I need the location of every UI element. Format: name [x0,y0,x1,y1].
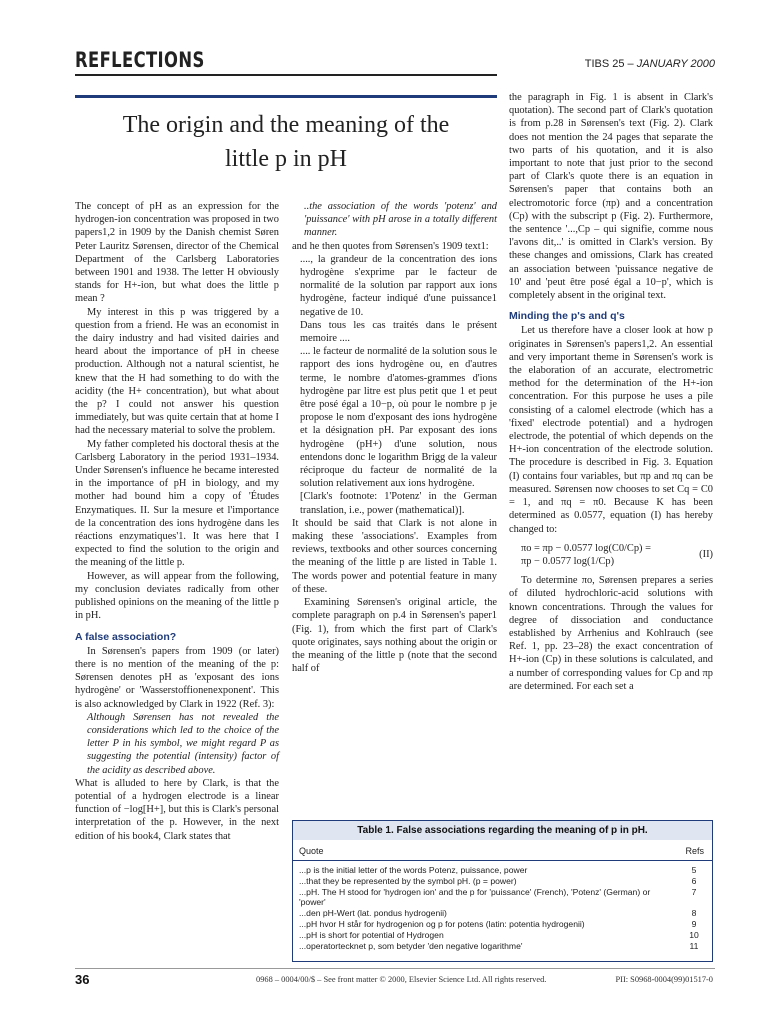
column-2 [292,200,497,675]
equation-body [521,542,683,568]
issue-date: JANUARY 2000 [636,58,715,70]
paragraph: What is alluded to here by Clark, is that the potential of a hydrogen electrode is a linear function of −log[H+], but this is Clark's personal interpretation of the p. However, in the next edition of his book4, Clark states that [75,777,279,842]
table-row [299,887,704,909]
column-3 [509,91,713,693]
equation-number: (II) [699,549,713,561]
section-tag: REFLECTIONS [75,48,205,72]
french-quote: Dans tous les cas traités dans le présent memoire .... [300,319,497,345]
table-1 [292,820,713,962]
equation-ii [521,542,713,568]
french-quote: ...., la grandeur de la concentration des ions hydrogène s'exprime par le facteur de normalité de la solution par rapport aux ions hydrogène, facteur indiqué d'une puissance1 negative de 10. [300,253,497,318]
table-title: Table 1. False associations regarding the meaning of p in pH. [293,821,712,840]
column-header-refs: Refs [685,846,704,856]
block-quote: ..the association of the words 'potenz' and 'puissance' with pH arose in a totally different manner. [304,201,497,239]
page-number: 36 [75,972,90,987]
table-cell-quote: ...den pH-Wert (lat. pondus hydrogenii) [299,908,447,919]
table-row [299,930,704,941]
header-rule [75,74,497,76]
table-cell-ref: 10 [689,929,699,940]
table-cell-quote: ...pH hvor H står for hydrogenion og p for potens (latin: potentia hydrogenii) [299,918,585,929]
table-cell-quote: ...p is the initial letter of the words Potenz, puissance, power [299,865,528,875]
paragraph: the paragraph in Fig. 1 is absent in Clark's quotation). The second part of Clark's quotation is from p.28 in Sørensen's text (Fig. 2). Clark does not mention the 24 pages that separate the two parts of his quotation, and it is also important to note that just prior to the second part of Clark's quote there is an equation in Sørensen's paper that contains both an electromotoric force (πp) and a concentration (Cp) with the subscript p (Fig. 2). Furthermore, the sentence '...,Cp – qui signifie, comme nous l'avons dit,..' is omitted in Clark's version. By these changes and omissions, Clark has created an association between 'puissance negative de 10' and 'peut être posé égal a 10−p', which is completely absent in the original text. [509,92,713,302]
paragraph: However, as will appear from the following, my conclusion deviates radically from other published opinions on the meaning of the little p in pH. [75,570,279,622]
block-quote: Although Sørensen has not revealed the considerations which led to the choice of the letter P in his symbol, we might regard P as suggesting the potential (intensity) factor of the acidity as described above. [87,711,279,776]
paragraph: To determine πo, Sørensen prepares a series of diluted hydrochloric-acid solutions with known concentrations. Through the values for degree of dissociation and conductance established by Arrhenius and Kohlrauch (see Ref. 1, pp. 23–28) the exact concentration of H+-ion (Cp) in these solutions is calculated, and a number of corresponding values for Cp and πp are determined. For each set a [509,575,713,692]
table-cell-ref: 7 [691,886,697,897]
paragraph: It should be said that Clark is not alone in making these 'associations'. Examples from reviews, textbooks and other sources concerning the meaning of the little p are listed in Table 1. The words power and potential feature in many of these. [292,517,497,595]
paragraph: In Sørensen's papers from 1909 (or later) there is no mention of the meaning of the p: Sørensen denotes pH as 'exposant des ions hydrogène' or 'Wasserstoffionenexponent'. This is also acknowledged by Clark in 1922 (Ref. 3): [75,645,279,710]
issue-prefix: TIBS 25 – [584,58,637,70]
paragraph: My interest in this p was triggered by a question from a friend. He was an economist in the dairy industry and had visited dairies and heard about the importance of pH in cheese production. Although not a natural scientist, he knew that the H had something to do with the acidity (the H+ concentration), but what about the p? I could not answer his question immediately, but was quite certain that at home I had the necessary material to solve the problem. [75,306,279,437]
paragraph: The concept of pH as an expression for the hydrogen-ion concentration was proposed in two papers1,2 in 1909 by the Danish chemist Søren Peter Lauritz Sørensen, director of the Chemical Department of the Carlsberg Laboratories between 1901 and 1938. The letter H obviously stands for H+-ion, but what does the little p mean ? [75,201,279,305]
column-header-quote: Quote [299,846,324,856]
table-cell-ref: 9 [691,918,697,929]
paragraph: Examining Sørensen's original article, the complete paragraph on p.4 in Sørensen's paper1 (Fig. 1), from which the first part of Clark's quote originates, says nothing about the origin or the meaning of the little p (note that the second half of [292,597,497,675]
article-title [75,108,497,176]
table-cell-quote: ...operatortecknet p, som betyder 'den negative logarithme' [299,940,523,951]
table-body [293,861,712,951]
pii-identifier: PII: S0968-0004(99)01517-0 [615,975,713,984]
paragraph: My father completed his doctoral thesis at the Carlsberg Laboratory in the period 1931–1934. Under Sørensen's influence he became interested in the importance of pH in biology, and my mother had bound him a copy of 'Études Enzymatiques. II. Sur la mesure et l'importance de la concentration des ions hydrogène dans les réactions enzymatiques'1. It was here that I expected to find the solution to the origin and the meaning of the little p. [75,438,279,569]
column-1 [75,200,279,843]
table-cell-ref: 8 [691,908,697,919]
table-row [299,919,704,930]
title-rule [75,95,497,98]
table-row [299,941,704,952]
table-cell-quote: ...that they be represented by the symbol pH. (p = power) [299,875,517,886]
table-cell-quote: ...pH. The H stood for 'hydrogen ion' and the p for 'puissance' (French), 'Potenz' (German) or 'power' [299,886,651,908]
clark-footnote: [Clark's footnote: 1'Potenz' in the German translation, i.e., power (mathematical)]. [300,491,497,516]
table-row [299,865,704,876]
equation-line-1: πo = πp − 0.0577 log(C0/Cp) = [521,542,651,554]
paragraph: Let us therefore have a closer look at how p originates in Sørensen's papers1,2. An essential and very important theme in Sørensen's work is the elaboration of an accurate, electrometric method for the determination of the H+-ion concentration. For this purpose he uses a pile consisting of a calomel electrode (which has a 'fixed' electrode potential) and a hydrogen electrode, the potential of which depends on the H+-ion concentration of the electrode solution. The procedure is described in Fig. 3. Equation (I) contains four variables, but πp and πq can be measured. Sørensen now chooses to set Cq = C0 = 1, and πq = π0. Because K has been determined as 0.0577, equation (I) has hereby changed to: [509,325,713,535]
paragraph: and he then quotes from Sørensen's 1909 text1: [292,240,489,252]
table-cell-ref: 11 [689,940,699,951]
title-line-1: The origin and the meaning of the [122,112,450,138]
french-quote: .... le facteur de normalité de la solution sous le rapport des ions hydrogène ou, en d'autres terme, le nombre d'atomes-grammes d'ions hydrogène par litre est plus petit que 1 et peut être posé égal a 10−p, où pour le nombre p je propose le nom d'exposant des ions hydrogène et la désignation pH. Par exposant des ions hydrogène (pH+) d'une solution, nous entendons donc le logarithm Brigg de la valeur réciproque du facteur de normalité de la solution relativement aux ions hydrogène. [300,346,497,490]
subheading: Minding the p's and q's [509,310,625,323]
table-cell-ref: 6 [691,875,697,886]
equation-line-2: πp − 0.0577 log(1/Cp) [521,555,615,567]
title-line-2: little p in pH [225,146,347,172]
table-cell-ref: 5 [691,865,697,875]
table-cell-quote: ...pH is short for potential of Hydrogen [299,929,444,940]
table-row [299,876,704,887]
table-row [299,908,704,919]
issue-label [585,58,715,70]
subheading: A false association? [75,630,177,643]
copyright-notice: 0968 – 0004/00/$ – See front matter © 2000, Elsevier Science Ltd. All rights reserved. [256,975,547,984]
table-header [293,840,712,861]
footer-rule [75,968,715,969]
